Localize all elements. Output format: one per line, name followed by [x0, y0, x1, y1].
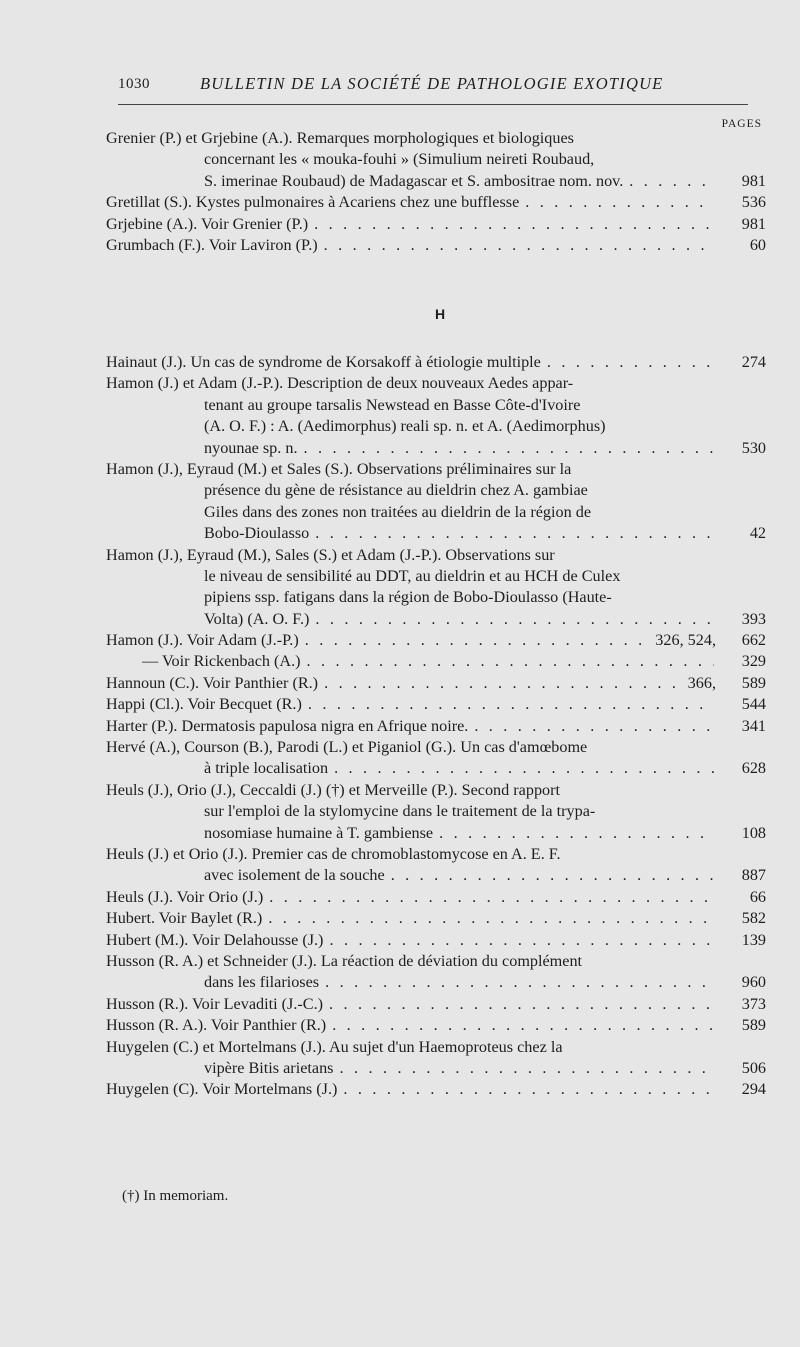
page-ref: 42 [749, 524, 766, 543]
page-ref: 506 [741, 1058, 766, 1077]
entry-text: Husson (R. A.). Voir Panthier (R.) [106, 1016, 327, 1035]
entry-text: avec isolement de la souche [204, 866, 385, 885]
index-entry [106, 780, 766, 844]
running-title: BULLETIN DE LA SOCIÉTÉ DE PATHOLOGIE EXOTIQUE [200, 74, 664, 93]
entry-text: Hamon (J.) et Adam (J.-P.). Description de deux nouveaux Aedes appar- [106, 374, 574, 393]
page-ref: 530 [741, 438, 766, 457]
index-entry [106, 235, 766, 256]
page-ref: 341 [741, 716, 766, 735]
page-ref: 981 [741, 171, 766, 190]
header-rule [118, 104, 748, 105]
index-entry [106, 673, 766, 694]
extra-page-refs: 326, 524, [655, 631, 716, 650]
page-number: 1030 [118, 76, 150, 92]
index-entry [106, 352, 766, 373]
page-ref: 536 [741, 193, 766, 212]
entry-text: tenant au groupe tarsalis Newstead en Basse Côte-d'Ivoire [204, 395, 581, 414]
index-entry [106, 1037, 766, 1080]
page-ref: 981 [741, 214, 766, 233]
page-ref: 544 [741, 695, 766, 714]
page-ref: 294 [741, 1080, 766, 1099]
index-entry [106, 373, 766, 459]
entry-text: Heuls (J.), Orio (J.), Ceccaldi (J.) (†) et Merveille (P.). Second rapport [106, 780, 561, 799]
entry-text: à triple localisation [204, 759, 329, 778]
footnote: (†) In memoriam. [122, 1188, 229, 1204]
page-ref: 662 [741, 631, 766, 650]
entry-text: vipère Bitis arietans [204, 1058, 334, 1077]
entry-text: Hervé (A.), Courson (B.), Parodi (L.) et Piganiol (G.). Un cas d'amœbome [106, 738, 588, 757]
entry-text: Hubert (M.). Voir Delahousse (J.) [106, 930, 324, 949]
index-entry [106, 930, 766, 951]
index-entry [106, 951, 766, 994]
entry-text: Bobo-Dioulasso [204, 524, 310, 543]
entry-text: Harter (P.). Dermatosis papulosa nigra en Afrique noire. [106, 716, 469, 735]
entry-text: Husson (R. A.) et Schneider (J.). La réaction de déviation du complément [106, 951, 583, 970]
index-entry [106, 994, 766, 1015]
entry-text: Husson (R.). Voir Levaditi (J.-C.) [106, 994, 324, 1013]
entry-text: Grenier (P.) et Grjebine (A.). Remarques morphologiques et biologiques [106, 129, 574, 147]
index-entry [106, 630, 766, 651]
entry-text: Huygelen (C.) et Mortelmans (J.). Au sujet d'un Haemoproteus chez la [106, 1037, 563, 1056]
entry-text: S. imerinae Roubaud) de Madagascar et S. ambositrae nom. nov. [204, 171, 624, 190]
index-entry [106, 694, 766, 715]
index-block-h [106, 352, 766, 1101]
extra-page-refs: 366, [687, 673, 716, 692]
entry-text: Giles dans des zones non traitées au dieldrin de la région de [204, 502, 592, 521]
entry-text: concernant les « mouka-fouhi » (Simulium neireti Roubaud, [204, 150, 595, 169]
entry-text: pipiens ssp. fatigans dans la région de Bobo-Dioulasso (Haute- [204, 588, 612, 607]
entry-text: Grjebine (A.). Voir Grenier (P.) [106, 214, 309, 233]
page-ref: 139 [741, 930, 766, 949]
entry-text: Hainaut (J.). Un cas de syndrome de Korsakoff à étiologie multiple [106, 353, 541, 371]
index-entry [106, 1015, 766, 1036]
index-entry [106, 908, 766, 929]
entry-text: présence du gène de résistance au dieldrin chez A. gambiae [204, 481, 588, 500]
page-ref: 582 [741, 909, 766, 928]
page-ref: 66 [749, 887, 766, 906]
index-entry [106, 716, 766, 737]
entry-text: Heuls (J.). Voir Orio (J.) [106, 887, 264, 906]
page-header [118, 72, 748, 102]
index-entry [106, 737, 766, 780]
page-ref: 589 [741, 673, 766, 692]
index-entry [106, 459, 766, 545]
entry-text: Hannoun (C.). Voir Panthier (R.) [106, 673, 319, 692]
index-entry [106, 192, 766, 213]
section-letter-h: H [434, 306, 446, 322]
entry-text: Happi (Cl.). Voir Becquet (R.) [106, 695, 302, 714]
entry-text: (A. O. F.) : A. (Aedimorphus) reali sp. n. et A. (Aedimorphus) [204, 417, 606, 436]
entry-text: nosomiase humaine à T. gambiense [204, 823, 434, 842]
entry-text: nyounae sp. n. [204, 438, 298, 457]
entry-text: dans les filarioses [204, 973, 320, 992]
entry-text: Heuls (J.) et Orio (J.). Premier cas de chromoblastomycose en A. E. F. [106, 844, 561, 863]
index-entry [106, 545, 766, 631]
index-entry [106, 214, 766, 235]
entry-text: — Voir Rickenbach (A.) [142, 652, 301, 671]
entry-text: Hubert. Voir Baylet (R.) [106, 909, 263, 928]
entry-text: sur l'emploi de la stylomycine dans le traitement de la trypa- [204, 802, 596, 821]
page-ref: 589 [741, 1016, 766, 1035]
page-ref: 628 [741, 759, 766, 778]
page-ref: 108 [741, 823, 766, 842]
page-ref: 393 [741, 609, 766, 628]
entry-text: Grumbach (F.). Voir Laviron (P.) [106, 235, 318, 254]
pages-column-label: PAGES [721, 118, 762, 130]
entry-text: Hamon (J.), Eyraud (M.) et Sales (S.). Observations préliminaires sur la [106, 459, 572, 478]
entry-text: le niveau de sensibilité au DDT, au dieldrin et au HCH de Culex [204, 566, 621, 585]
page-ref: 887 [741, 866, 766, 885]
index-block-g [106, 128, 766, 256]
index-entry [106, 887, 766, 908]
page-ref: 60 [749, 235, 766, 254]
entry-text: Hamon (J.). Voir Adam (J.-P.) [106, 631, 299, 650]
entry-text: Volta) (A. O. F.) [204, 609, 310, 628]
entry-text: Huygelen (C). Voir Mortelmans (J.) [106, 1080, 338, 1099]
page-ref: 329 [741, 652, 766, 671]
index-entry [106, 844, 766, 887]
index-entry [106, 1079, 766, 1100]
entry-text: Hamon (J.), Eyraud (M.), Sales (S.) et Adam (J.-P.). Observations sur [106, 545, 555, 564]
page-ref: 373 [741, 994, 766, 1013]
page-ref: 274 [741, 353, 766, 371]
entry-text: Gretillat (S.). Kystes pulmonaires à Acariens chez une bufflesse [106, 193, 520, 212]
index-entry [106, 651, 766, 672]
index-entry [106, 128, 766, 192]
page-ref: 960 [741, 973, 766, 992]
